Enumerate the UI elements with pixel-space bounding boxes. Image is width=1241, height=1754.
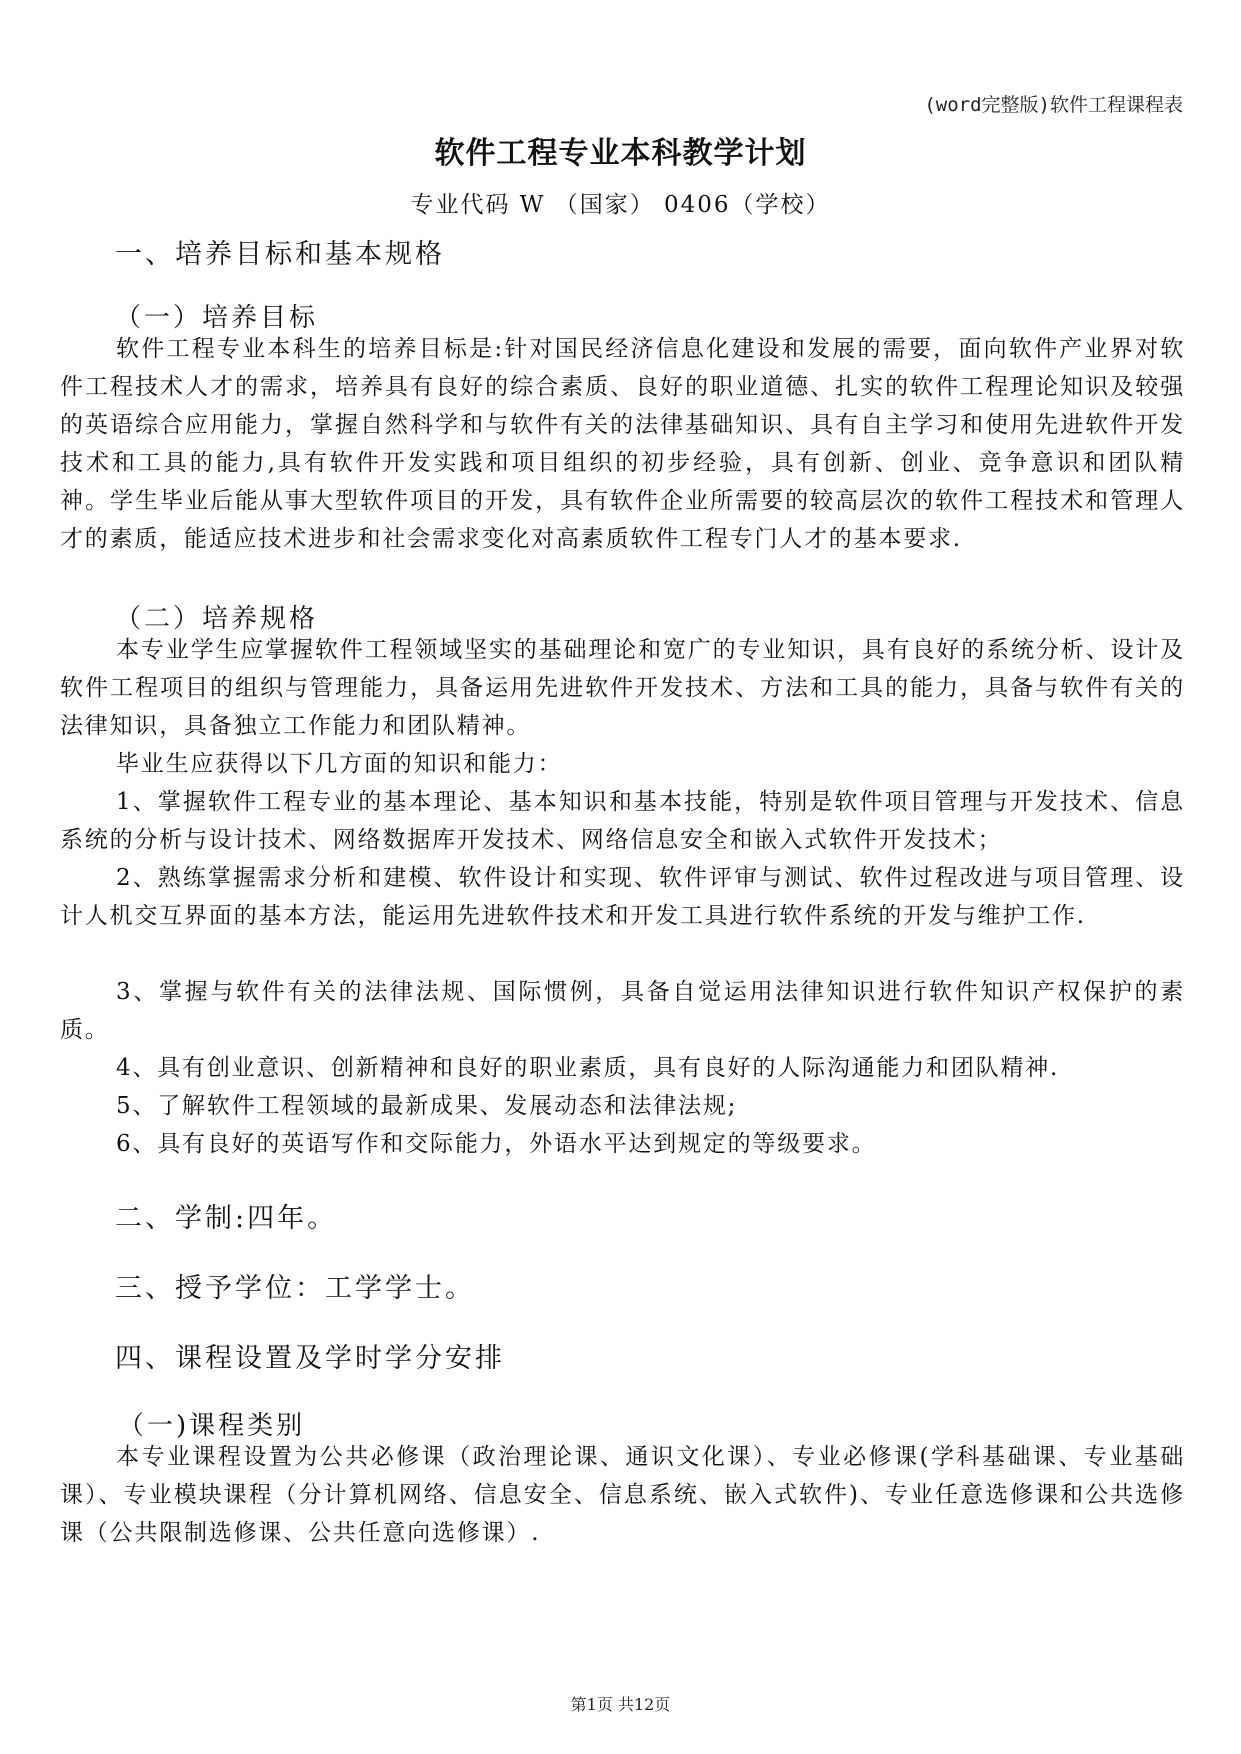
document-subtitle: 专业代码 W （国家） 0406（学校） (410, 192, 831, 218)
ability-item-6: 6、具有良好的英语写作和交际能力，外语水平达到规定的等级要求。 (116, 1131, 877, 1157)
graduate-abilities-intro: 毕业生应获得以下几方面的知识和能力： (116, 751, 563, 777)
ability-item-5: 5、了解软件工程领域的最新成果、发展动态和法律法规; (116, 1093, 738, 1119)
section-1-heading: 一、培养目标和基本规格 (115, 239, 445, 270)
section-3-heading: 三、授予学位：工学学士。 (115, 1273, 475, 1304)
page-number-footer: 第1页 共12页 (570, 1695, 671, 1714)
course-category-paragraph: 本专业课程设置为公共必修课（政治理论课、通识文化课）、专业必修课(学科基础课、专业基础课）、专业模块课程（分计算机网络、信息安全、信息系统、嵌入式软件)、专业任意选修课和公共选修课（公共限制选修课、公共任意向选修课）. (60, 1444, 1185, 1546)
section-1-sub-1-heading: （一）培养目标 (115, 303, 319, 333)
ability-item-2: 2、熟练掌握需求分析和建模、软件设计和实现、软件评审与测试、软件过程改进与项目管理、设计人机交互界面的基本方法，能运用先进软件技术和开发工具进行软件系统的开发与维护工作. (60, 865, 1185, 929)
section-4-heading: 四、课程设置及学时学分安排 (115, 1343, 505, 1374)
training-spec-paragraph: 本专业学生应掌握软件工程领域坚实的基础理论和宽广的专业知识，具有良好的系统分析、设计及软件工程项目的组织与管理能力，具备运用先进软件开发技术、方法和工具的能力，具备与软件有关的法律知识，具备独立工作能力和团队精神。 (60, 637, 1185, 739)
ability-item-1: 1、掌握软件工程专业的基本理论、基本知识和基本技能，特别是软件项目管理与开发技术、信息系统的分析与设计技术、网络数据库开发技术、网络信息安全和嵌入式软件开发技术； (60, 789, 1185, 853)
ability-item-3: 3、掌握与软件有关的法律法规、国际惯例，具备自觉运用法律知识进行软件知识产权保护的素质。 (60, 979, 1185, 1043)
document-title: 软件工程专业本科教学计划 (434, 136, 807, 171)
training-goal-paragraph: 软件工程专业本科生的培养目标是:针对国民经济信息化建设和发展的需要，面向软件产业界对软件工程技术人才的需求，培养具有良好的综合素质、良好的职业道德、扎实的软件工程理论知识及较强的英语综合应用能力，掌握自然科学和与软件有关的法律基础知识、具有自主学习和使用先进软件开发技术和工具的能力,具有软件开发实践和项目组织的初步经验，具有创新、创业、竞争意识和团队精神。学生毕业后能从事大型软件项目的开发，具有软件企业所需要的较高层次的软件工程技术和管理人才的素质，能适应技术进步和社会需求变化对高素质软件工程专门人才的基本要求. (60, 336, 1185, 552)
section-4-sub-1-heading: （一)课程类别 (118, 1411, 306, 1441)
ability-item-4: 4、具有创业意识、创新精神和良好的职业素质，具有良好的人际沟通能力和团队精神. (116, 1055, 1060, 1081)
header-note: (word完整版)软件工程课程表 (924, 94, 1183, 116)
section-1-sub-2-heading: （二）培养规格 (115, 604, 319, 634)
section-2-heading: 二、学制:四年。 (115, 1203, 338, 1234)
